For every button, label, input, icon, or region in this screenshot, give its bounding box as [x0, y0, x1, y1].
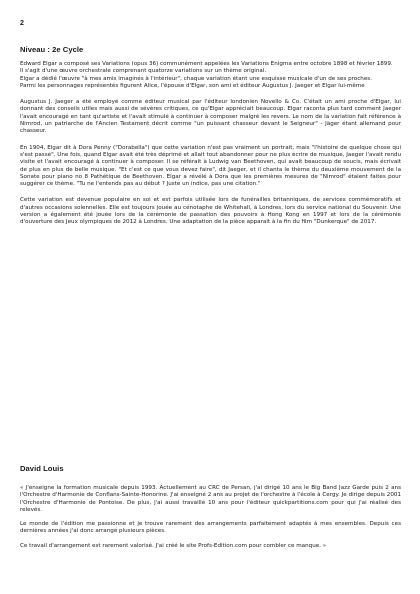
- dedication-paragraph: Elgar a dédié l'œuvre "à mes amis imaginés à l'intérieur", chaque variation étant une esquisse musicale d'un de ses proches.: [20, 75, 372, 82]
- work-description: [20, 61, 401, 234]
- author-heading: David Louis: [20, 464, 64, 473]
- author-career-paragraph: « J'enseigne la formation musicale depuis 1993. Actuellement au CRC de Persan, j'ai dirigé 10 ans le Big Band Jazz Garde puis 2 ans l'Orchestre d'Harmonie de Conflans-Sainte-Honorine. J'ai enseigné 2 ans au projet de l'orchestre à l'école à Cergy. Je dirige depuis 2001 l'Orchestre d'Harmonie de Pontoise. De plus, j'ai aussi travaillé 10 ans pour l'éditeur quickpartitions.com pour qui j'ai réalisé des relevés.: [20, 485, 401, 513]
- jaeger-paragraph: Augustus J. Jaeger a été employé comme éditeur musical par l'éditeur londonien Novello & Co. C'était un ami proche d'Elgar, lui donnant des conseils utiles mais aussi de sévères critiques, ce qu'Elgar appréciait beaucoup. Elgar raconta plus tard comment Jaeger l'avait encouragé en tant qu'artiste et l'avait stimulé à continuer à composer malgré les revers. Le nom de la variation fait référence à Nimrod, un patriarche de l'Ancien Testament décrit comme "un puissant chasseur devant le Seigneur" - Jäger étant allemand pour chasseur.: [20, 99, 401, 135]
- author-biography: [20, 485, 401, 557]
- author-site-paragraph: Ce travail d'arrangement est rarement valorisé. J'ai créé le site Profs-Edition.com pour combler ce manque. »: [20, 542, 327, 549]
- author-publishing-paragraph: Le monde de l'édition me passionne et je trouve rarement des arrangements parfaitement adaptés à mes ensembles. Depuis ces dernières années j'ai donc arrangé plusieurs pièces.: [20, 521, 401, 535]
- variations-paragraph: Il s'agit d'une œuvre orchestrale comprenant quatorze variations sur un thème original.: [20, 68, 267, 75]
- dorabella-paragraph: En 1904, Elgar dit à Dora Penny ("Dorabella") que cette variation n'est pas vraiment un portrait, mais "l'histoire de quelque chose qui s'est passé". Une fois, quand Elgar avait été très déprimé et allait tout abandonner pour ne plus écrire de musique, Jaeger l'avait rendu visite et l'avait encouragé à continuer à composer. Il se référait à Ludwig van Beethoven, qui avait beaucoup de soucis, mais écrivait de plus en plus de belle musique. "Et c'est ce que vous devez faire", dit Jaeger, et il chanta le thème du deuxième mouvement de la Sonate pour piano no 8 Pathétique de Beethoven. Elgar a révélé à Dora que les premières mesures de "Nimrod" étaient faites pour suggérer ce thème. "Tu ne l'entends pas au début ? Juste un indice, pas une citation.": [20, 144, 401, 188]
- page-number: 2: [20, 20, 24, 27]
- legacy-paragraph: Cette variation est devenue populaire en soi et est parfois utilisée lors de funérailles britanniques, de services commémoratifs et d'autres occasions solennelles. Elle est toujours jouée au cénotaphe de Whitehall, à Londres, lors du service national du Souvenir. Une version a également été jouée lors de la cérémonie de passation des pouvoirs à Hong Kong en 1997 et lors de la cérémonie d'ouverture des Jeux olympiques de 2012 à Londres. Une adaptation de la pièce apparait à la fin du film "Dunkerque" de 2017.: [20, 197, 401, 226]
- characters-paragraph: Parmi les personnages représentés figurent Alice, l'épouse d'Elgar, son ami et éditeur Augustus J. Jaeger et Elgar lui-même: [20, 82, 365, 89]
- level-heading: Niveau : 2e Cycle: [20, 45, 84, 54]
- composition-paragraph: Edward Elgar a composé ses Variations (opus 36) communément appelées les Variations Enigma entre octobre 1898 et février 1899.: [20, 61, 393, 67]
